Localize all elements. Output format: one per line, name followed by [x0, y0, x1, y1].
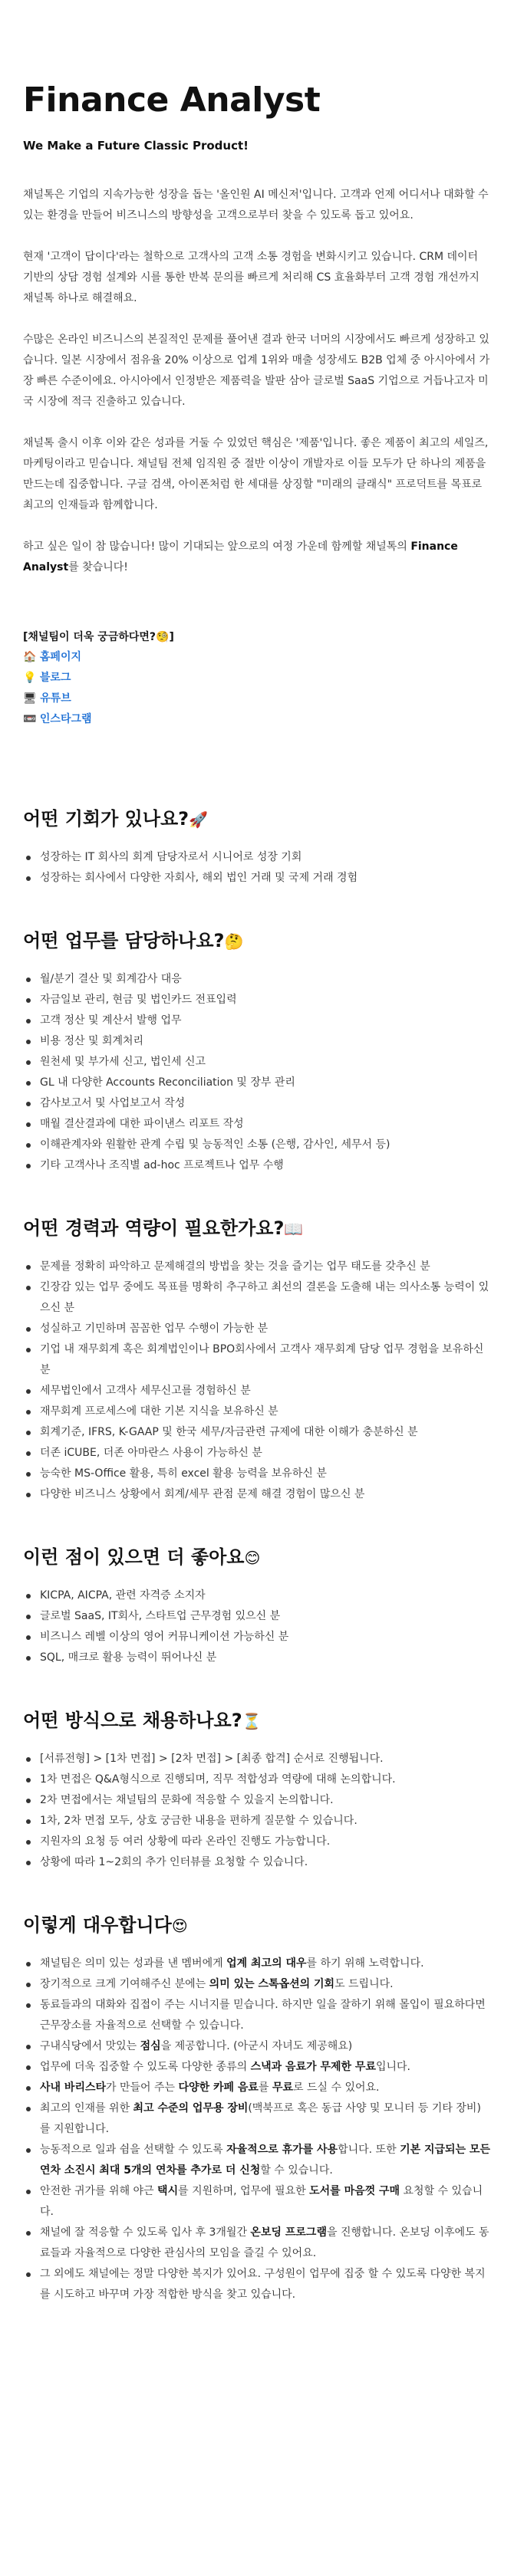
- list-item: [23, 1995, 491, 2036]
- section-preferred: [23, 1545, 491, 1668]
- list-item: [23, 1953, 491, 1974]
- emphasis-text: 의미 있는 스톡옵션의 기회: [209, 1978, 335, 1990]
- youtube-link[interactable]: 유튜브: [40, 692, 71, 705]
- item-text: 업무에 더욱 집중할 수 있도록 다양한 종류의: [40, 2061, 251, 2073]
- intro-paragraph: 현재 '고객이 답이다'라는 철학으로 고객사의 고객 소통 경험을 변화시키고 있습니다. CRM 데이터 기반의 상담 경험 설계와 시를 통한 반복 문의를 빠르게 처리해 CS 효율화부터 고객 경험 개선까지 채널톡 하나로 해결해요.: [23, 251, 479, 304]
- videotape-icon: 📼: [23, 713, 37, 725]
- item-text: 를 하기 위해 노력합니다.: [306, 1957, 424, 1970]
- instagram-link[interactable]: 인스타그램: [39, 713, 92, 725]
- link-youtube: [23, 688, 491, 709]
- item-text: 입니다.: [375, 2061, 411, 2073]
- list-item: 세무법인에서 고객사 세무신고를 경험하신 분: [23, 1381, 491, 1401]
- item-text: 도 드립니다.: [334, 1978, 394, 1990]
- intro-paragraph: 수많은 온라인 비즈니스의 본질적인 문제를 풀어낸 결과 한국 너머의 시장에서도 빠르게 성장하고 있습니다. 일본 시장에서 점유율 20% 이상으로 업계 1위와 매출 성장세도 B2B 업체 중 아시아에서 가장 빠른 수준이에요. 아시아에서 인정받은 제품력을 발판 삼아 글로벌 SaaS 기업으로 거듭나고자 미국 시장에 적극 진출하고 있습니다.: [23, 334, 490, 408]
- process-list: [23, 1749, 491, 1873]
- section-duties: [23, 928, 491, 1176]
- preferred-list: [23, 1585, 491, 1668]
- section-heading: [23, 1545, 491, 1570]
- intro-paragraph: 채널톡 출시 이후 이와 같은 성과를 거둘 수 있었던 핵심은 '제품'입니다. 좋은 제품이 최고의 세일즈, 마케팅이라고 믿습니다. 채널팀 전체 임직원 중 절반 이상이 개발자로 이들 모두가 단 하나의 제품을 만드는데 집중합니다. 구글 검색, 아이폰처럼 한 세대를 상징할 "미래의 클래식" 프로덕트를 목표로 최고의 인재들과 함께합니다.: [23, 437, 489, 511]
- emphasis-text: 무료: [272, 2082, 293, 2094]
- list-item: 재무회계 프로세스에 대한 기본 지식을 보유하신 분: [23, 1401, 491, 1422]
- emphasis-text: 다양한 카페 음료: [178, 2082, 259, 2094]
- book-icon: 📖: [284, 1220, 304, 1238]
- opportunity-list: [23, 847, 491, 889]
- list-item: 지원자의 요청 등 여러 상황에 따라 온라인 진행도 가능합니다.: [23, 1832, 491, 1852]
- emphasis-text: 택시: [157, 2185, 179, 2197]
- list-item: [23, 2057, 491, 2078]
- item-text: 가 만들어 주는: [106, 2082, 179, 2094]
- item-text: 을 진행합니다. 온보딩 이후에도 동료들과 자율적으로 다양한 관심사의 모임을 즐길 수 있어요.: [40, 2226, 489, 2259]
- section-heading: [23, 1913, 491, 1938]
- list-item: 월/분기 결산 및 회계감사 대응: [23, 969, 491, 990]
- item-text: 능동적으로 일과 쉼을 선택할 수 있도록: [40, 2144, 227, 2156]
- section-heading: [23, 1708, 491, 1733]
- list-item: 2차 면접에서는 채널팀의 문화에 적응할 수 있을지 논의합니다.: [23, 1790, 491, 1811]
- section-heading-text: 이렇게 대우합니다: [23, 1914, 172, 1936]
- rocket-icon: 🚀: [189, 810, 209, 829]
- lightbulb-icon: 💡: [23, 672, 37, 684]
- list-item: [23, 2036, 491, 2057]
- item-text: 그 외에도 채널에는 정말 다양한 복지가 있어요. 구성원이 업무에 집중 할 수 있도록 다양한 복지를 시도하고 바꾸며 가장 적합한 방식을 찾고 있습니다.: [40, 2268, 486, 2301]
- section-heading: [23, 928, 491, 954]
- list-item: 기타 고객사나 조직별 ad-hoc 프로젝트나 업무 수행: [23, 1155, 491, 1176]
- list-item: 성실하고 기민하며 꼼꼼한 업무 수행이 가능한 분: [23, 1319, 491, 1339]
- list-item: 능숙한 MS-Office 활용, 특히 excel 활용 능력을 보유하신 분: [23, 1464, 491, 1484]
- section-heading-text: 어떤 경력과 역량이 필요한가요?: [23, 1217, 285, 1239]
- page-subtitle: We Make a Future Classic Product!: [23, 139, 249, 153]
- links-list: [23, 647, 491, 730]
- list-item: 1차, 2차 면접 모두, 상호 궁금한 내용을 편하게 질문할 수 있습니다.: [23, 1811, 491, 1832]
- item-text: 안전한 귀가를 위해 야근: [40, 2185, 158, 2197]
- section-heading: [23, 1216, 491, 1241]
- list-item: [23, 2140, 491, 2181]
- list-item: 자금일보 관리, 현금 및 법인카드 전표입력: [23, 990, 491, 1010]
- list-item: 성장하는 회사에서 다양한 자회사, 해외 법인 거래 및 국제 거래 경험: [23, 868, 491, 889]
- emphasis-text: 자율적으로 휴가를 사용: [226, 2144, 338, 2156]
- closing-role: Finance Analyst: [23, 540, 458, 573]
- list-item: [서류전형] > [1차 면접] > [2차 면접] > [최종 합격] 순서로 진행됩니다.: [23, 1749, 491, 1769]
- item-text: 구내식당에서 맛있는: [40, 2040, 140, 2052]
- house-icon: 🏠: [23, 651, 37, 663]
- intro-paragraph: 채널톡은 기업의 지속가능한 성장을 돕는 '올인원 AI 메신저'입니다. 고객과 언제 어디서나 대화할 수 있는 환경을 만들어 비즈니스의 방향성을 고객으로부터 찾을 수 있도록 돕고 있어요.: [23, 189, 489, 222]
- link-instagram: [23, 709, 491, 730]
- emphasis-text: 점심: [140, 2040, 161, 2052]
- benefits-list: [23, 1953, 491, 2305]
- item-text: (맥북프로 혹은 동급 사양 및 모니터 등 기타 장비)를 지원합니다.: [40, 2102, 481, 2135]
- list-item: 이해관계자와 원활한 관계 수립 및 능동적인 소통 (은행, 감사인, 세무서 등): [23, 1135, 491, 1155]
- emphasis-text: 사내 바리스타: [40, 2082, 107, 2094]
- intro-section: [23, 185, 491, 578]
- closing-pre: 하고 싶은 일이 참 많습니다! 많이 기대되는 앞으로의 여정 가운데 함께할 채널톡의: [23, 540, 411, 553]
- item-text: 장기적으로 크게 기여해주신 분에는: [40, 1978, 209, 1990]
- monitor-icon: 🖥: [23, 692, 37, 705]
- list-item: 비용 정산 및 회계처리: [23, 1031, 491, 1052]
- list-item: 상황에 따라 1~2회의 추가 인터뷰를 요청할 수 있습니다.: [23, 1852, 491, 1873]
- list-item: 성장하는 IT 회사의 회계 담당자로서 시니어로 성장 기회: [23, 847, 491, 868]
- emphasis-text: 도서를 마음껏 구매: [309, 2185, 400, 2197]
- section-heading-text: 어떤 업무를 담당하나요?: [23, 930, 225, 951]
- emphasis-text: 업계 최고의 대우: [226, 1957, 307, 1970]
- list-item: 기업 내 재무회계 혹은 회계법인이나 BPO회사에서 고객사 재무회계 담당 업무 경험을 보유하신 분: [23, 1339, 491, 1381]
- list-item: [23, 2098, 491, 2140]
- list-item: 매월 결산결과에 대한 파이낸스 리포트 작성: [23, 1114, 491, 1135]
- list-item: [23, 2264, 491, 2305]
- emphasis-text: 최고 수준의 업무용 장비: [133, 2102, 249, 2114]
- item-text: 채널팀은 의미 있는 성과를 낸 멤버에게: [40, 1957, 227, 1970]
- hourglass-icon: ⏳: [242, 1712, 262, 1730]
- section-heading-text: 어떤 기회가 있나요?: [23, 808, 189, 830]
- item-text: 를 지원하며, 업무에 필요한: [178, 2185, 310, 2197]
- section-opportunity: [23, 807, 491, 889]
- duties-list: [23, 969, 491, 1176]
- section-heading: [23, 807, 491, 832]
- list-item: 비즈니스 레벨 이상의 영어 커뮤니케이션 가능하신 분: [23, 1627, 491, 1648]
- list-item: 다양한 비즈니스 상황에서 회계/세무 관점 문제 해결 경험이 많으신 분: [23, 1484, 491, 1505]
- item-text: 을 제공합니다. (아군시 자녀도 제공해요): [160, 2040, 353, 2052]
- item-text: 합니다. 또한: [338, 2144, 400, 2156]
- list-item: 회계기준, IFRS, K-GAAP 및 한국 세무/자금관련 규제에 대한 이해가 충분하신 분: [23, 1422, 491, 1443]
- section-benefits: [23, 1913, 491, 2305]
- list-item: [23, 1974, 491, 1995]
- list-item: GL 내 다양한 Accounts Reconciliation 및 장부 관리: [23, 1073, 491, 1093]
- item-text: 로 드실 수 있어요.: [293, 2082, 380, 2094]
- item-text: 채널에 잘 적응할 수 있도록 입사 후 3개월간: [40, 2226, 251, 2239]
- emphasis-text: 기본 지급되는 모든 연차 소진시 최대 5개의 연차를 추가로 더 신청: [40, 2144, 491, 2177]
- item-text: 최고의 인재를 위한: [40, 2102, 133, 2114]
- item-text: 요청할 수 있습니다.: [40, 2185, 483, 2218]
- homepage-link[interactable]: 홈페이지: [39, 651, 81, 663]
- list-item: 문제를 정확히 파악하고 문제해결의 방법을 찾는 것을 즐기는 업무 태도를 갖추신 분: [23, 1257, 491, 1277]
- item-text: 를: [258, 2082, 272, 2094]
- emphasis-text: 스낵과 음료가 무제한 무료: [250, 2061, 376, 2073]
- list-item: 글로벌 SaaS, IT회사, 스타트업 근무경험 있으신 분: [23, 1606, 491, 1627]
- blog-link[interactable]: 블로그: [39, 672, 71, 684]
- section-process: [23, 1708, 491, 1873]
- requirements-list: [23, 1257, 491, 1505]
- emphasis-text: 온보딩 프로그램: [250, 2226, 327, 2239]
- list-item: 고객 정산 및 계산서 발행 업무: [23, 1010, 491, 1031]
- list-item: 감사보고서 및 사업보고서 작성: [23, 1093, 491, 1114]
- list-item: 원천세 및 부가세 신고, 법인세 신고: [23, 1052, 491, 1073]
- item-text: 동료들과의 대화와 집접이 주는 시너지를 믿습니다. 하지만 일을 잘하기 위해 몰입이 필요하다면 근무장소를 자율적으로 선택할 수 있습니다.: [40, 1999, 486, 2032]
- link-homepage: [23, 647, 491, 668]
- list-item: [23, 2181, 491, 2223]
- smiling-face-icon: 😊: [244, 1549, 261, 1567]
- page-title: Finance Analyst: [23, 80, 321, 120]
- closing-paragraph: [23, 537, 491, 578]
- link-blog: [23, 668, 491, 688]
- closing-post: 를 찾습니다!: [68, 561, 128, 573]
- section-requirements: [23, 1216, 491, 1505]
- section-heading-text: 이런 점이 있으면 더 좋아요: [23, 1546, 245, 1568]
- thinking-face-icon: 🤔: [224, 932, 244, 951]
- list-item: 더존 iCUBE, 더존 아마란스 사용이 가능하신 분: [23, 1443, 491, 1464]
- section-heading-text: 어떤 방식으로 채용하나요?: [23, 1710, 242, 1731]
- list-item: KICPA, AICPA, 관련 자격증 소지자: [23, 1585, 491, 1606]
- links-title: [채널팀이 더욱 궁금하다면?🧐]: [23, 631, 174, 643]
- list-item: 긴장감 있는 업무 중에도 목표를 명확히 추구하고 최선의 결론을 도출해 내는 의사소통 능력이 있으신 분: [23, 1277, 491, 1319]
- list-item: [23, 2078, 491, 2098]
- list-item: SQL, 매크로 활용 능력이 뛰어나신 분: [23, 1648, 491, 1668]
- list-item: [23, 2223, 491, 2264]
- heart-eyes-icon: 😍: [171, 1917, 188, 1935]
- list-item: 1차 면접은 Q&A형식으로 진행되며, 직무 적합성과 역량에 대해 논의합니다.: [23, 1769, 491, 1790]
- item-text: 할 수 있습니다.: [260, 2164, 333, 2177]
